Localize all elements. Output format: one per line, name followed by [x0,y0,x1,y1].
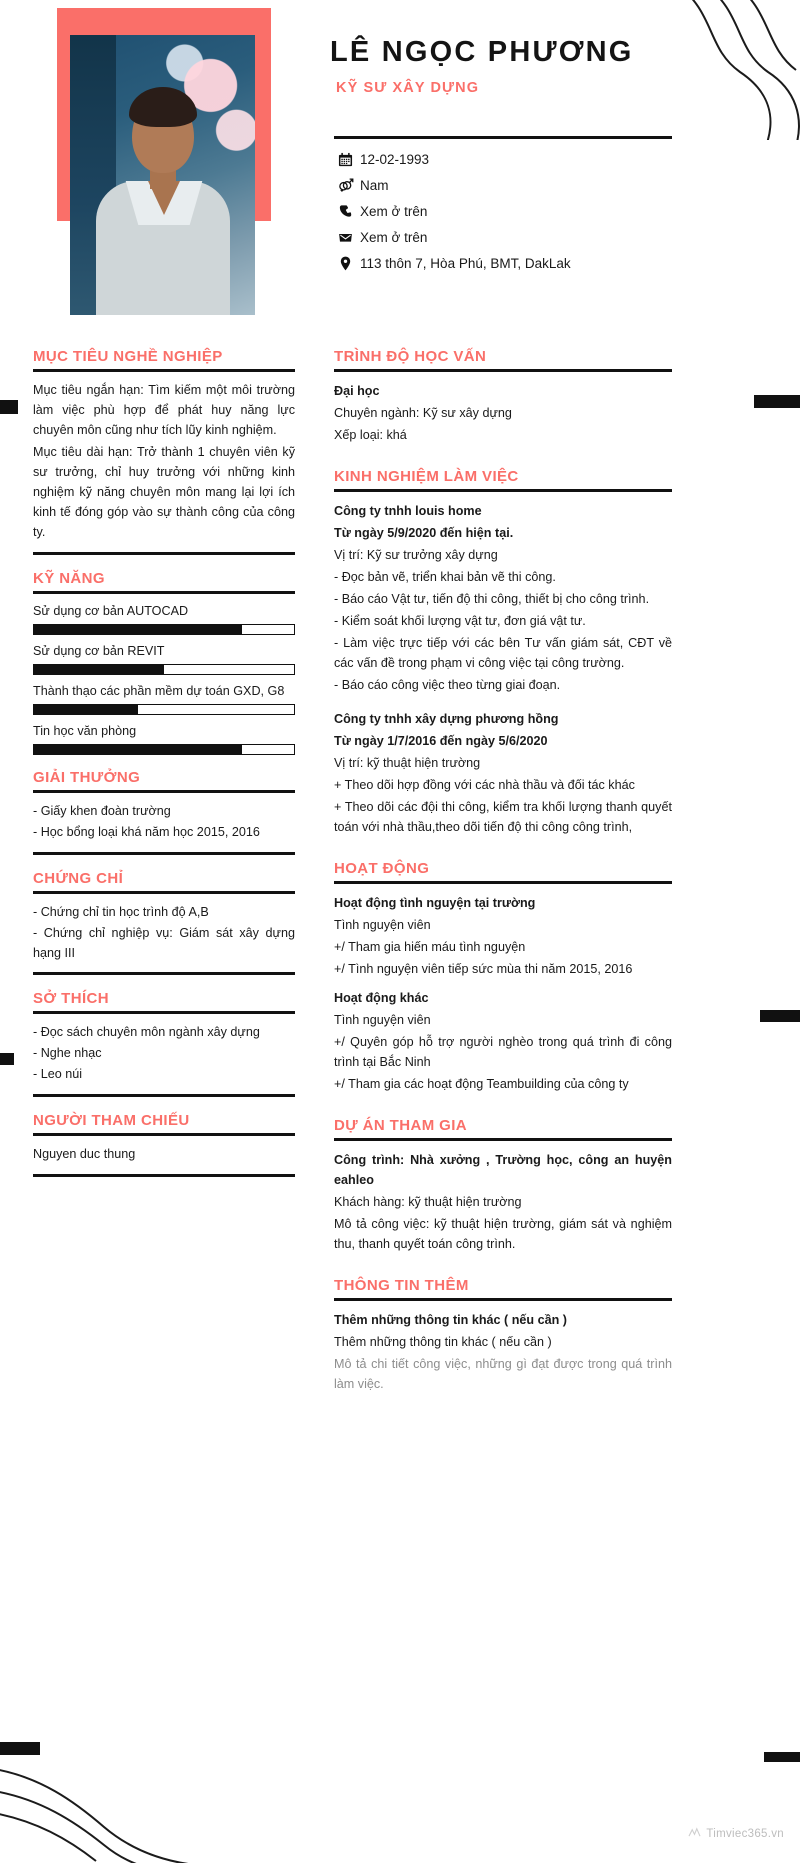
interest-item: - Đọc sách chuyên môn ngành xây dựng [33,1025,260,1039]
section-end-divider [33,852,295,855]
activity-line: +/ Tình nguyện viên tiếp sức mùa thi năm 2015, 2016 [334,962,633,976]
objective-paragraph: Mục tiêu ngắn hạn: Tìm kiếm một môi trường làm việc phù hợp để phát huy năng lực chuyên môn cũng như tích lũy kinh nghiệm. [33,383,295,437]
left-column [33,348,295,1185]
reference-item: Nguyen duc thung [33,1147,136,1161]
contact-value: Nam [360,177,389,193]
edge-mark [754,395,800,408]
section-end-divider [33,972,295,975]
additional-placeholder-text: Mô tả chi tiết công việc, những gì đạt được trong quá trình làm việc. [334,1357,672,1391]
section-title: KỸ NĂNG [33,570,105,587]
job-title: KỸ SƯ XÂY DỰNG [336,80,480,96]
activity-line: +/ Tham gia hiến máu tình nguyện [334,940,526,954]
section-objective [33,348,295,542]
contact-item-phone[interactable] [337,198,682,224]
activity-group [334,988,672,1094]
skill-progress-fill [34,665,164,674]
company-name: Công ty tnhh xây dựng phương hồng [334,712,559,726]
contact-value: 12-02-1993 [360,151,430,167]
activity-line: Tình nguyện viên [334,918,431,932]
contact-item-address [337,250,682,276]
contact-item-birthdate [337,146,682,172]
right-column [334,348,672,1397]
section-divider [33,591,295,594]
skill-progress-bar [33,664,295,675]
project-line: Khách hàng: kỹ thuật hiện trường [334,1195,522,1209]
skill-progress-bar [33,704,295,715]
gender-icon [337,177,354,194]
employment-period: Từ ngày 5/9/2020 đến hiện tại. [334,526,514,540]
section-end-divider [33,1174,295,1177]
section-additional-info [334,1277,672,1394]
page-title: LÊ NGỌC PHƯƠNG [330,36,634,68]
wave-decoration-bottom-left [0,1743,220,1863]
position: Vị trí: Kỹ sư trưởng xây dựng [334,548,498,562]
activity-line: +/ Quyên góp hỗ trợ người nghèo trong quá trình đi công trình tại Bắc Ninh [334,1035,672,1069]
header-divider [334,136,672,139]
contact-value: Xem ở trên [360,229,428,245]
phone-icon [337,203,354,220]
skill-progress-fill [34,625,242,634]
skill-name: Sử dụng cơ bản AUTOCAD [33,604,189,618]
skill-name: Tin học văn phòng [33,724,137,738]
section-title: DỰ ÁN THAM GIA [334,1117,468,1134]
skill-item [33,682,295,715]
duty-item: + Theo dõi các đội thi công, kiểm tra khối lượng thanh quyết toán với nhà thầu,theo dõi tiến độ thi công công trình, [334,800,672,834]
skill-item [33,642,295,675]
edge-mark [0,1742,40,1755]
section-title: HOẠT ĐỘNG [334,860,430,877]
section-title: GIẢI THƯỞNG [33,769,141,786]
duty-item: - Kiểm soát khối lượng vật tư, đơn giá vật tư. [334,614,586,628]
award-item: - Học bổng loại khá năm học 2015, 2016 [33,825,260,839]
section-divider [33,1133,295,1136]
section-projects [334,1117,672,1254]
section-certificates [33,870,295,963]
duty-item: + Theo dõi hợp đồng với các nhà thầu và đối tác khác [334,778,635,792]
activity-line: Tình nguyện viên [334,1013,431,1027]
section-references [33,1112,295,1165]
section-divider [334,489,672,492]
skill-progress-fill [34,745,242,754]
section-divider [334,881,672,884]
experience-item [334,501,672,695]
section-experience [334,468,672,837]
additional-line: Thêm những thông tin khác ( nếu cần ) [334,1335,552,1349]
profile-photo [70,35,255,315]
activity-line: +/ Tham gia các hoạt động Teambuilding của công ty [334,1077,629,1091]
footer-watermark [688,1827,784,1841]
calendar-icon [337,151,354,168]
additional-heading: Thêm những thông tin khác ( nếu cần ) [334,1313,568,1327]
certificate-item: - Chứng chỉ nghiệp vụ: Giám sát xây dựng hạng III [33,926,295,960]
employment-period: Từ ngày 1/7/2016 đến ngày 5/6/2020 [334,734,548,748]
education-line: Chuyên ngành: Kỹ sư xây dựng [334,406,512,420]
skill-progress-fill [34,705,138,714]
section-divider [334,1298,672,1301]
section-divider [334,369,672,372]
section-divider [33,1011,295,1014]
section-skills [33,570,295,755]
section-awards [33,769,295,843]
position: Vị trí: kỹ thuật hiện trường [334,756,481,770]
wave-decoration-top-right [620,0,800,140]
skill-item [33,602,295,635]
section-activities [334,860,672,1094]
contact-item-gender [337,172,682,198]
duty-item: - Đọc bản vẽ, triển khai bản vẽ thi công. [334,570,556,584]
section-divider [334,1138,672,1141]
edge-mark [0,400,18,414]
project-line: Mô tả công việc: kỹ thuật hiện trường, giám sát và nghiệm thu, thanh quyết toán công trình. [334,1217,672,1251]
activity-group [334,893,672,979]
logo-icon [688,1827,701,1841]
section-divider [33,891,295,894]
skill-name: Thành thạo các phần mềm dự toán GXD, G8 [33,684,285,698]
contact-list [337,146,682,276]
project-name: Công trình: Nhà xưởng , Trường học, công an huyện eahleo [334,1153,672,1187]
education-degree: Đại học [334,384,380,398]
company-name: Công ty tnhh louis home [334,504,482,518]
section-title: TRÌNH ĐỘ HỌC VẤN [334,348,487,365]
email-icon [337,229,354,246]
edge-mark [760,1010,800,1022]
section-title: SỞ THÍCH [33,990,109,1007]
section-title: NGƯỜI THAM CHIẾU [33,1112,190,1129]
interest-item: - Leo núi [33,1067,83,1081]
section-end-divider [33,1094,295,1097]
experience-item [334,709,672,837]
activity-name: Hoạt động tình nguyện tại trường [334,896,536,910]
section-end-divider [33,552,295,555]
activity-name: Hoạt động khác [334,991,429,1005]
edge-mark [0,1053,14,1065]
contact-value: Xem ở trên [360,203,428,219]
duty-item: - Báo cáo Vật tư, tiến độ thi công, thiết bị cho công trình. [334,592,650,606]
section-interests [33,990,295,1085]
section-divider [33,790,295,793]
section-title: THÔNG TIN THÊM [334,1277,469,1294]
contact-item-email[interactable] [337,224,682,250]
section-title: KINH NGHIỆM LÀM VIỆC [334,468,519,485]
objective-paragraph: Mục tiêu dài hạn: Trở thành 1 chuyên viên kỹ sư trưởng, chỉ huy trưởng với những kinh nghiệm kỹ năng chuyên môn mang lại lợi ích kinh tế đóng góp vào sự thành công của công ty. [33,445,295,539]
section-education [334,348,672,445]
skill-progress-bar [33,744,295,755]
skill-progress-bar [33,624,295,635]
interest-item: - Nghe nhạc [33,1046,102,1060]
location-icon [337,255,354,272]
contact-value: 113 thôn 7, Hòa Phú, BMT, DakLak [360,255,571,271]
skill-item [33,722,295,755]
skill-name: Sử dụng cơ bản REVIT [33,644,165,658]
certificate-item: - Chứng chỉ tin học trình độ A,B [33,905,209,919]
duty-item: - Làm việc trực tiếp với các bên Tư vấn giám sát, CĐT về các vấn đề trong phạm vi công việc tại công trường. [334,636,672,670]
duty-item: - Báo cáo công việc theo từng giai đoạn. [334,678,561,692]
edge-mark [764,1752,800,1762]
award-item: - Giấy khen đoàn trường [33,804,171,818]
education-line: Xếp loại: khá [334,428,407,442]
watermark-text: Timviec365.vn [706,1828,784,1840]
section-title: MỤC TIÊU NGHỀ NGHIỆP [33,348,223,365]
section-divider [33,369,295,372]
section-title: CHỨNG CHỈ [33,870,124,887]
